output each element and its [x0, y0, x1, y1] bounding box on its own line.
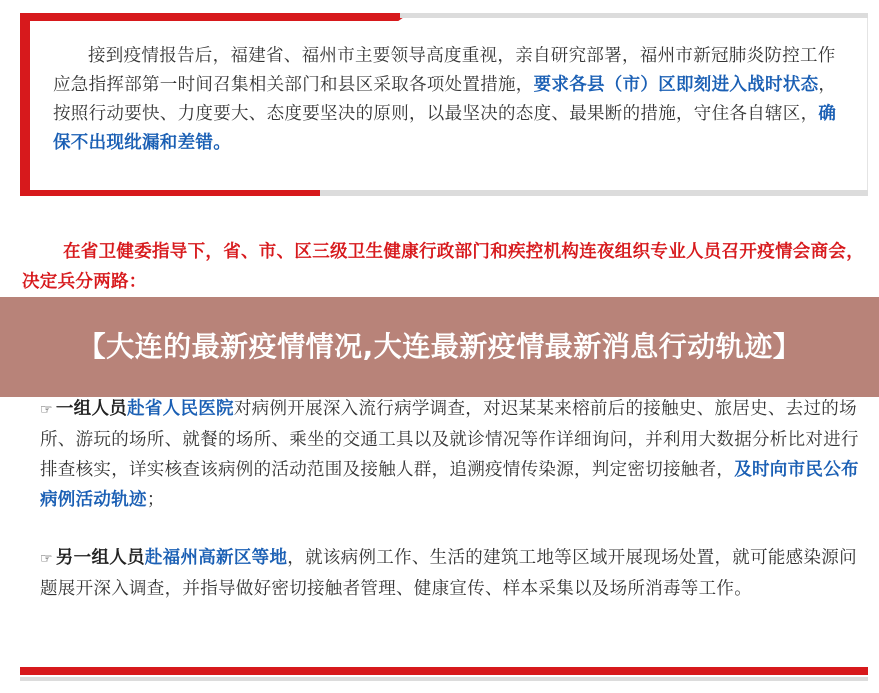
group1-target: 赴省人民医院 [127, 399, 234, 419]
group2-text: ，就该病例工作、生活的建筑工地等区域开展现场处置，就可能感染源问题展开深入调查，并指导做好密切接触者管理、健康宣传、样本采集以及场所消毒等工作。 [40, 548, 857, 599]
card-text-a: 接到疫情报告后，福建省、福州市主要领导高度重视，亲自研究部署，福州市新冠肺炎防控工作应急指挥部第一时间召集相关部门和县区采取各项处置措施， [53, 46, 836, 95]
title-overlay [0, 297, 879, 397]
card-text-c: ，按照行动要快、力度要大、态度要坚决的原则，以最坚决的态度、最果断的措施，守住各自辖区， [53, 75, 837, 124]
group1-paragraph [40, 394, 860, 515]
group1-highlight: 及时向市民公布病例活动轨迹 [40, 460, 859, 510]
group2-target: 赴福州高新区等地 [144, 548, 288, 568]
card-emphasis-1: 要求各县（市）区即刻进入战时状态 [533, 75, 819, 95]
group1-label: 一组人员 [55, 399, 128, 419]
card-paragraph [53, 42, 843, 158]
pointing-hand-icon: ☞ [40, 402, 53, 418]
group1-end: ； [146, 490, 165, 510]
card-emphasis-2: 确保不出现纰漏和差错。 [53, 104, 837, 153]
group2-paragraph [40, 543, 860, 604]
card-top-accent [20, 13, 410, 21]
section-intro [22, 237, 872, 297]
pointing-hand-icon: ☞ [40, 551, 53, 567]
group1-text: 对病例开展深入流行病学调查，对迟某某来榕前后的接触史、旅居史、去过的场所、游玩的场所、就餐的场所、乘坐的交通工具以及就诊情况等作详细询问，并利用大数据分析比对进行排查核实，详实核查该病例的活动范围及接触人群，追溯疫情传染源，判定密切接触者， [40, 399, 859, 480]
card-bottom-shadow [320, 190, 868, 196]
intro-text: 在省卫健委指导下，省、市、区三级卫生健康行政部门和疾控机构连夜组织专业人员召开疫情会商会，决定兵分两路： [22, 242, 864, 292]
bottom-gray-bar [20, 677, 868, 681]
page-title: 【大连的最新疫情情况,大连最新疫情最新消息行动轨迹】 [77, 330, 802, 363]
group2-label: 另一组人员 [55, 548, 145, 568]
card-top-shadow [400, 13, 868, 18]
bottom-red-bar [20, 667, 868, 675]
